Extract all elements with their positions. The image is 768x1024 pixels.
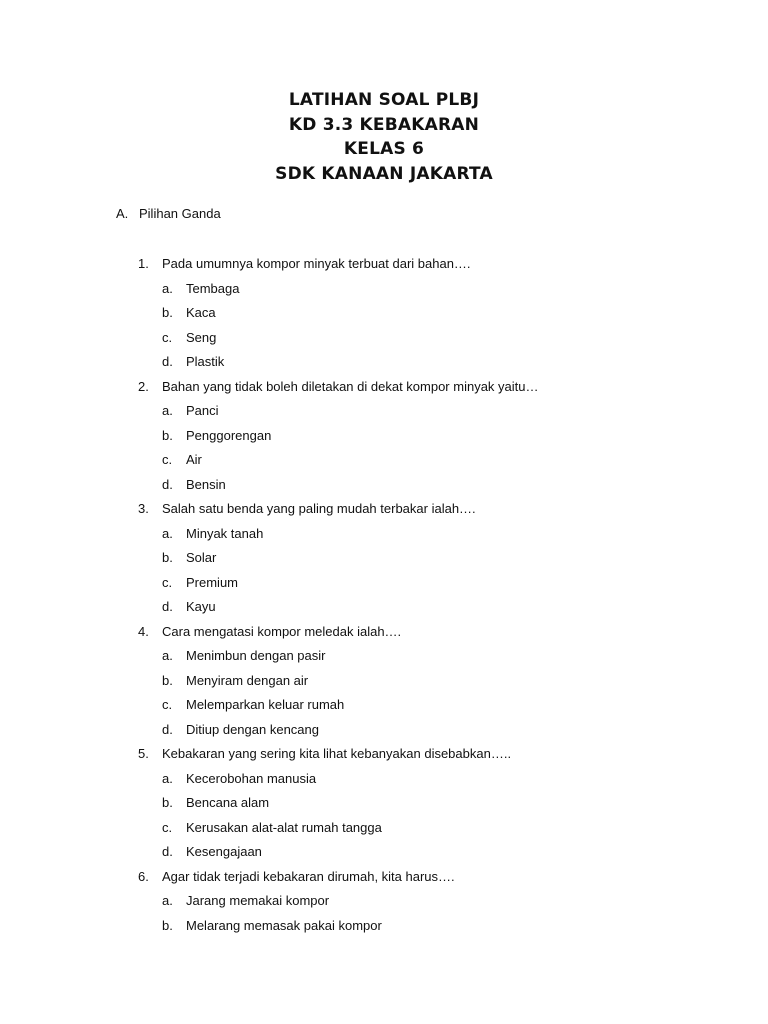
answer-option [0,721,768,746]
option-letter: d. [162,599,173,614]
answer-option [0,794,768,819]
option-text: Bencana alam [186,795,270,810]
option-text: Ditiup dengan kencang [186,721,319,737]
option-text: Menyiram dengan air [186,672,309,688]
option-text: Seng [186,329,217,345]
document-title [0,88,768,186]
option-letter: b. [162,550,173,565]
option-letter: c. [162,329,173,345]
title-line: LATIHAN SOAL PLBJ [288,90,480,110]
section-heading [116,205,221,223]
answer-option [0,672,768,697]
answer-option [0,696,768,721]
question-number: 2. [138,378,149,394]
question-list [0,255,768,941]
question-text: Salah satu benda yang paling mudah terbakar ialah…. [162,501,476,516]
answer-option [0,647,768,672]
option-text: Melemparkan keluar rumah [186,697,345,712]
title-line: SDK KANAAN JAKARTA [275,163,493,184]
option-text: Menimbun dengan pasir [186,648,326,663]
answer-option [0,917,768,942]
question-number: 1. [138,256,149,271]
question-item [0,868,768,893]
option-letter: d. [162,354,173,369]
option-letter: a. [162,403,173,418]
question-number: 3. [138,501,149,516]
section-label: Pilihan Ganda [139,206,221,221]
option-letter: a. [162,525,173,541]
option-letter: b. [162,917,173,933]
question-text: Cara mengatasi kompor meledak ialah…. [162,623,402,639]
answer-option [0,476,768,501]
answer-option [0,525,768,550]
option-text: Melarang memasak pakai kompor [186,917,382,933]
answer-option [0,819,768,844]
question-text: Agar tidak terjadi kebakaran dirumah, kita harus…. [162,868,455,884]
option-text: Jarang memakai kompor [186,893,330,908]
section-letter: A. [116,206,129,221]
option-text: Kaca [186,305,216,320]
option-letter: c. [162,819,173,835]
answer-option [0,451,768,476]
answer-option [0,549,768,574]
option-letter: a. [162,770,173,786]
answer-option [0,280,768,305]
option-text: Tembaga [186,280,240,296]
option-letter: a. [162,648,173,663]
option-letter: d. [162,721,173,737]
option-letter: b. [162,427,173,443]
question-number: 5. [138,746,149,761]
title-line: KELAS 6 [343,139,425,159]
question-text: Kebakaran yang sering kita lihat kebanyakan disebabkan….. [162,746,512,761]
question-text: Pada umumnya kompor minyak terbuat dari bahan…. [162,256,471,271]
question-item [0,623,768,648]
option-letter: a. [162,893,173,908]
option-text: Kerusakan alat-alat rumah tangga [186,819,382,835]
option-text: Panci [186,403,219,418]
question-item [0,378,768,403]
option-letter: d. [162,476,173,492]
option-text: Kayu [186,599,216,614]
answer-option [0,770,768,795]
answer-option [0,304,768,329]
option-text: Kesengajaan [186,844,262,859]
option-text: Bensin [186,476,226,492]
question-item [0,745,768,770]
option-letter: b. [162,795,173,810]
answer-option [0,402,768,427]
option-letter: b. [162,672,173,688]
answer-option [0,574,768,599]
question-item [0,255,768,280]
option-text: Air [186,452,202,467]
option-text: Plastik [186,354,225,369]
answer-option [0,892,768,917]
answer-option [0,843,768,868]
answer-option [0,598,768,623]
option-text: Penggorengan [186,427,272,443]
option-letter: a. [162,280,173,296]
option-text: Premium [186,574,239,590]
answer-option [0,427,768,452]
option-letter: d. [162,844,173,859]
answer-option [0,329,768,354]
option-letter: c. [162,574,173,590]
question-number: 4. [138,623,149,639]
title-line: KD 3.3 KEBAKARAN [288,114,480,135]
option-text: Solar [186,550,217,565]
option-text: Minyak tanah [186,525,264,541]
question-text: Bahan yang tidak boleh diletakan di dekat kompor minyak yaitu… [162,378,539,394]
answer-option [0,353,768,378]
question-item [0,500,768,525]
option-letter: c. [162,452,173,467]
option-letter: c. [162,697,173,712]
question-number: 6. [138,868,149,884]
option-text: Kecerobohan manusia [186,770,317,786]
option-letter: b. [162,305,173,320]
